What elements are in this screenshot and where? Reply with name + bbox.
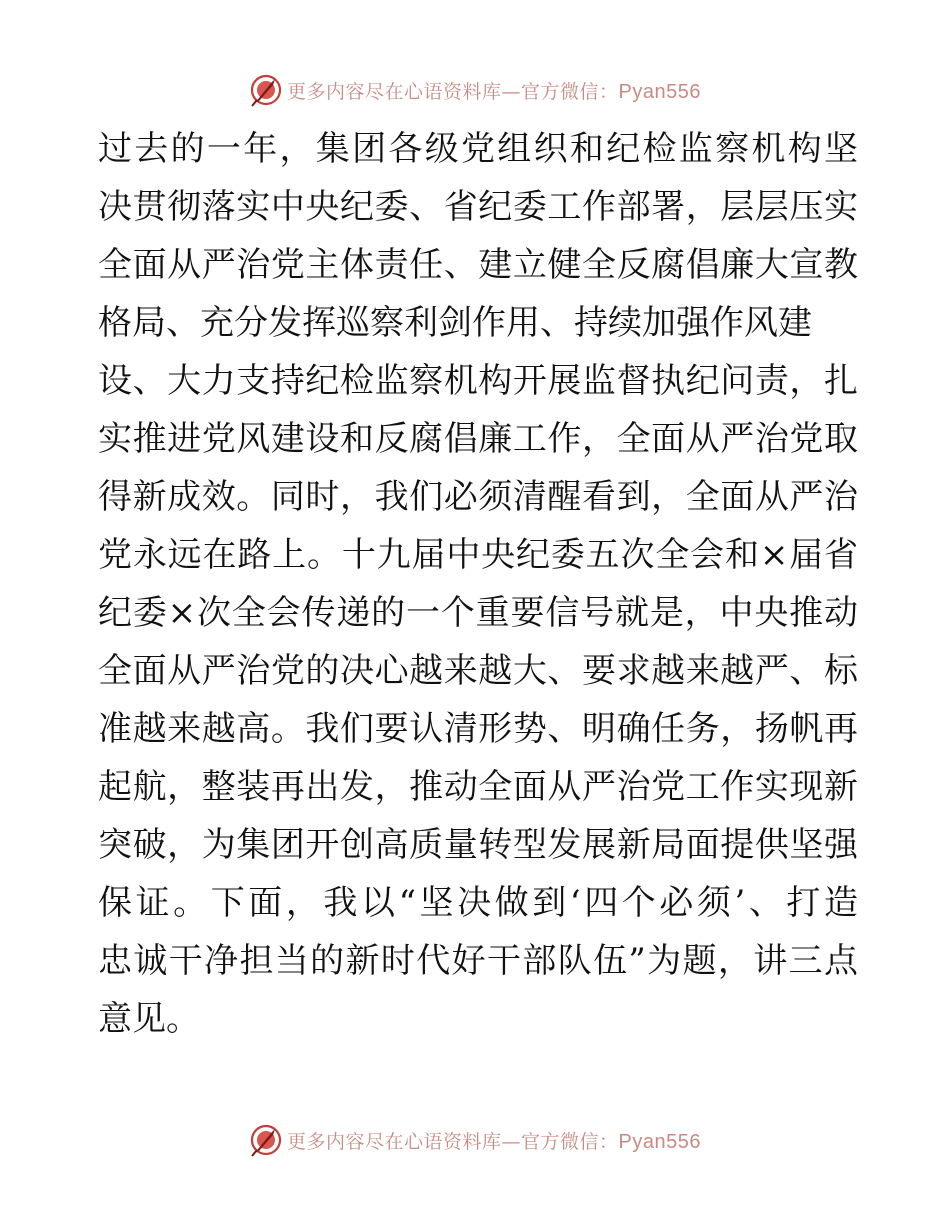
paragraph-line: 意见。: [98, 999, 200, 1039]
footer-watermark-text: 更多内容尽在心语资料库—官方微信：Pyan556: [287, 1130, 701, 1153]
paragraph-line: 准越来越高。我们要认清形势、明确任务，扬帆再: [98, 709, 858, 749]
paragraph-line: 党永远在路上。十九届中央纪委五次全会和×届省: [98, 535, 858, 575]
quill-pen-logo-icon: [249, 73, 283, 107]
paragraph-line: 纪委×次全会传递的一个重要信号就是，中央推动: [98, 593, 858, 633]
header-watermark-text: 更多内容尽在心语资料库—官方微信：Pyan556: [287, 80, 701, 103]
paragraph-line: 起航，整装再出发，推动全面从严治党工作实现新: [98, 767, 858, 807]
paragraph-line: 格局、充分发挥巡察利剑作用、持续加强作风建: [98, 303, 812, 343]
paragraph-line: 过去的一年，集团各级党组织和纪检监察机构坚: [98, 129, 858, 169]
paragraph-line: 全面从严治党主体责任、建立健全反腐倡廉大宣教: [98, 245, 858, 285]
quill-pen-logo-icon: [249, 1123, 283, 1157]
wechat-handle: Pyan556: [618, 1130, 701, 1153]
header-watermark-banner: [0, 70, 950, 110]
paragraph-line: 全面从严治党的决心越来越大、要求越来越严、标: [98, 651, 858, 691]
paragraph-line: 忠诚干净担当的新时代好干部队伍”为题，讲三点: [98, 941, 858, 981]
paragraph-line: 保证。下面，我以“坚决做到‘四个必须’、打造: [98, 883, 858, 923]
paragraph-line: 得新成效。同时，我们必须清醒看到，全面从严治: [98, 477, 858, 517]
paragraph-line: 实推进党风建设和反腐倡廉工作，全面从严治党取: [98, 419, 858, 459]
paragraph-line: 决贯彻落实中央纪委、省纪委工作部署，层层压实: [98, 187, 858, 227]
footer-watermark-banner: [0, 1120, 950, 1160]
paragraph-line: 突破，为集团开创高质量转型发展新局面提供坚强: [98, 825, 858, 865]
paragraph-line: 设、大力支持纪检监察机构开展监督执纪问责，扎: [98, 361, 858, 401]
document-paragraph: [98, 120, 858, 1048]
wechat-handle: Pyan556: [618, 80, 701, 103]
